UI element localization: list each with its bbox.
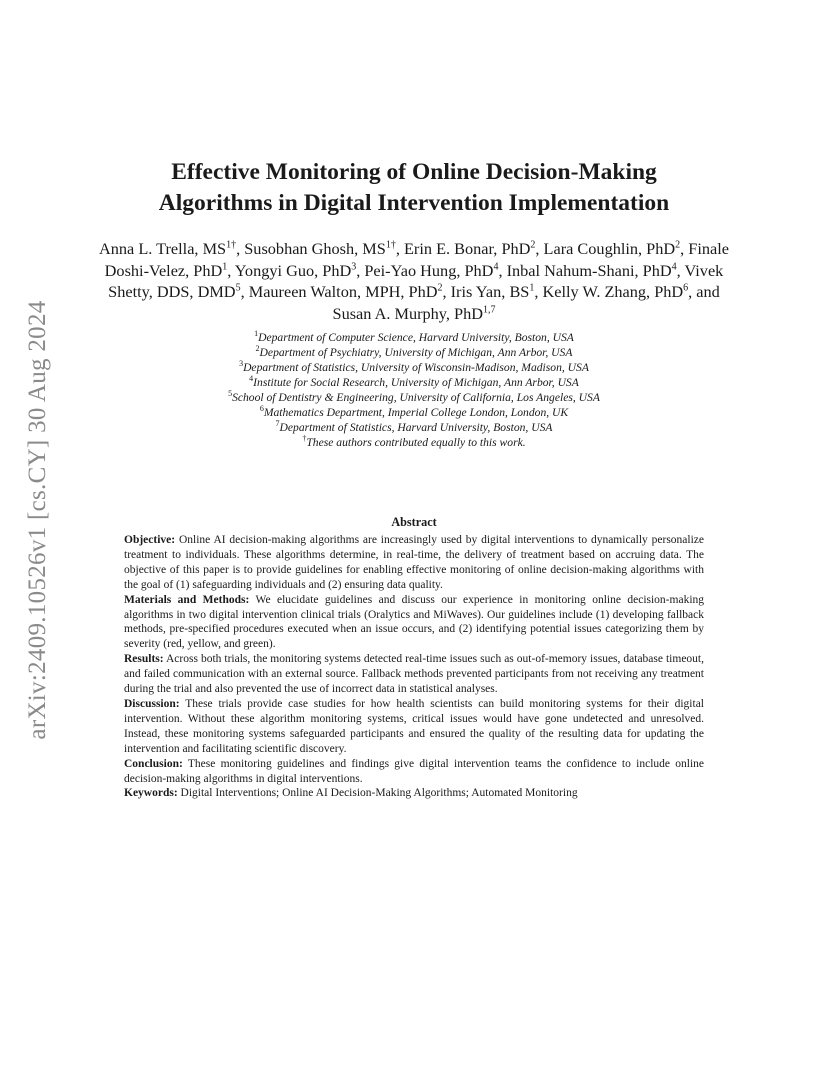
author-separator: , xyxy=(240,282,249,301)
title-line-1: Effective Monitoring of Online Decision-Making xyxy=(171,159,657,185)
author-separator: , xyxy=(227,260,235,280)
author-affiliation-mark: 4 xyxy=(671,261,677,273)
arxiv-side-identifier xyxy=(16,280,60,760)
arxiv-identifier-text: arXiv:2409.10526v1 [cs.CY] 30 Aug 2024 xyxy=(24,300,51,740)
affiliation-mark: 7 xyxy=(275,419,280,429)
affiliation-text: Department of Statistics, Harvard University, Boston, USA xyxy=(279,421,553,434)
title-line-2: Algorithms in Digital Intervention Implementation xyxy=(158,190,670,216)
section-text: Digital Interventions; Online AI Decision-Making Algorithms; Automated Monitoring xyxy=(180,787,578,800)
author xyxy=(249,282,451,301)
author-name: Inbal Nahum-Shani, PhD xyxy=(506,260,672,280)
section-label: Results: xyxy=(124,653,164,666)
author-name: Pei-Yao Hung, PhD xyxy=(364,260,494,280)
section-text: Online AI decision-making algorithms are increasingly used by digital interventions to dynamically personalize treatment to individuals. These algorithms determine, in real-time, the delivery of treatment based on accruing data. The objective of this paper is to provide guidelines for enabling effective monitoring of online decision-making algorithms with the goal of (1) safeguarding individuals and (2) ensuring data quality. xyxy=(124,534,704,591)
author-name: Susobhan Ghosh, MS xyxy=(244,239,386,258)
affiliation-text: School of Dentistry & Engineering, University of California, Los Angeles, USA xyxy=(232,391,600,404)
affiliation-text: Mathematics Department, Imperial College London, London, UK xyxy=(263,406,569,419)
author xyxy=(544,239,689,258)
section-label: Materials and Methods: xyxy=(124,593,250,606)
affiliation-text: Department of Computer Science, Harvard University, Boston, USA xyxy=(258,331,574,344)
equal-contribution-note xyxy=(150,435,678,450)
section-text: These trials provide case studies for how health scientists can build monitoring systems for their digital intervention. Without these algorithm monitoring systems, critical issues would have gone undetected and unresolved. Instead, these monitoring systems safeguarded participants and ensured the quality of the resulting data for updating the intervention and facilitating scientific discovery. xyxy=(124,697,704,755)
author-affiliation-mark: 1† xyxy=(385,239,396,251)
affiliation-mark: 1 xyxy=(254,329,259,339)
abstract-heading: Abstract xyxy=(391,515,437,529)
author-name: Finale Doshi-Velez, PhD xyxy=(104,239,729,280)
affiliation xyxy=(150,345,678,360)
author-list xyxy=(92,238,736,324)
author-affiliation-mark: 3 xyxy=(351,261,357,273)
author-name: Susan A. Murphy, PhD xyxy=(332,303,483,323)
author-affiliation-mark: 1,7 xyxy=(482,304,496,316)
author-name: Vivek Shetty, DDS, DMD xyxy=(108,260,724,301)
abstract-results xyxy=(124,652,704,697)
author-separator: , xyxy=(498,260,507,280)
abstract-keywords xyxy=(124,786,704,801)
author-separator: , xyxy=(534,282,543,301)
abstract-conclusion xyxy=(124,757,704,787)
abstract-objective xyxy=(124,533,704,593)
affiliation xyxy=(150,360,678,375)
author-separator: , xyxy=(442,282,451,301)
abstract-discussion xyxy=(124,697,704,757)
author-separator: , and xyxy=(688,282,720,301)
author-affiliation-mark: 1 xyxy=(222,261,228,273)
author xyxy=(404,239,544,258)
author xyxy=(507,261,685,280)
author-separator: , xyxy=(680,239,689,258)
affiliation-mark: 6 xyxy=(259,404,264,414)
author-name: Lara Coughlin, PhD xyxy=(543,239,676,258)
affiliation-mark: 2 xyxy=(255,344,260,354)
affiliation xyxy=(150,375,678,390)
affiliation xyxy=(150,420,678,435)
affiliation-mark: 3 xyxy=(239,359,244,369)
author-separator: , xyxy=(535,239,544,258)
author-separator: , xyxy=(356,260,365,280)
author-affiliation-mark: 6 xyxy=(683,282,689,294)
author-separator: , xyxy=(395,239,404,258)
section-text: Across both trials, the monitoring systems detected real-time issues such as out-of-memory issues, database timeout, and failed communication with an external source. Fallback methods prevented participants from not receiving any treatment during the trial and also prevented the use of incorrect data in statistical analyses. xyxy=(124,653,704,696)
author-name: Kelly W. Zhang, PhD xyxy=(542,282,684,301)
author-name: Yongyi Guo, PhD xyxy=(234,260,352,280)
author xyxy=(99,239,244,258)
affiliation-mark: 5 xyxy=(228,389,233,399)
affiliation-text: Department of Statistics, University of Wisconsin-Madison, Madison, USA xyxy=(243,361,589,374)
affiliation xyxy=(150,330,678,345)
author-affiliation-mark: 5 xyxy=(235,282,241,294)
author xyxy=(333,304,496,323)
section-label: Discussion: xyxy=(124,697,180,710)
author-name: Iris Yan, BS xyxy=(450,282,530,301)
author-affiliation-mark: 2 xyxy=(530,239,536,251)
section-label: Keywords: xyxy=(124,787,178,800)
affiliation xyxy=(150,405,678,420)
abstract-materials-methods xyxy=(124,593,704,653)
author xyxy=(244,239,404,258)
author-name: Maureen Walton, MPH, PhD xyxy=(248,282,438,301)
affiliation-list xyxy=(150,330,678,450)
affiliation-text: These authors contributed equally to this work. xyxy=(306,436,526,449)
author-affiliation-mark: 4 xyxy=(493,261,499,273)
author-affiliation-mark: 1 xyxy=(529,282,535,294)
author xyxy=(235,261,365,280)
section-label: Conclusion: xyxy=(124,757,183,770)
affiliation-mark: 4 xyxy=(249,374,254,384)
author-name: Erin E. Bonar, PhD xyxy=(403,239,531,258)
section-text: These monitoring guidelines and findings give digital intervention teams the confidence to include online decision-making algorithms in digital interventions. xyxy=(124,757,704,785)
section-label: Objective: xyxy=(124,534,176,546)
author-separator: , xyxy=(676,260,685,280)
author xyxy=(543,282,720,301)
author xyxy=(451,282,543,301)
affiliation-mark: † xyxy=(302,434,307,444)
affiliation-text: Institute for Social Research, University of Michigan, Ann Arbor, USA xyxy=(253,376,579,389)
author-name: Anna L. Trella, MS xyxy=(99,239,227,258)
author-separator: , xyxy=(236,239,245,258)
author-affiliation-mark: 2 xyxy=(675,239,681,251)
affiliation-text: Department of Psychiatry, University of Michigan, Ann Arbor, USA xyxy=(259,346,573,359)
affiliation xyxy=(150,390,678,405)
section-text: We elucidate guidelines and discuss our experience in monitoring online decision-making algorithms in two digital intervention clinical trials (Oralytics and MiWaves). Our guidelines include (1) developing fallback methods, pre-specified procedures executed when an issue occurs, and (2) identifying potential issues categorizing them by severity (red, yellow, and green). xyxy=(124,593,705,651)
paper-title xyxy=(90,157,738,219)
author-affiliation-mark: 1† xyxy=(226,239,237,251)
author-affiliation-mark: 2 xyxy=(437,282,443,294)
abstract-body xyxy=(124,533,704,801)
author xyxy=(364,261,506,280)
